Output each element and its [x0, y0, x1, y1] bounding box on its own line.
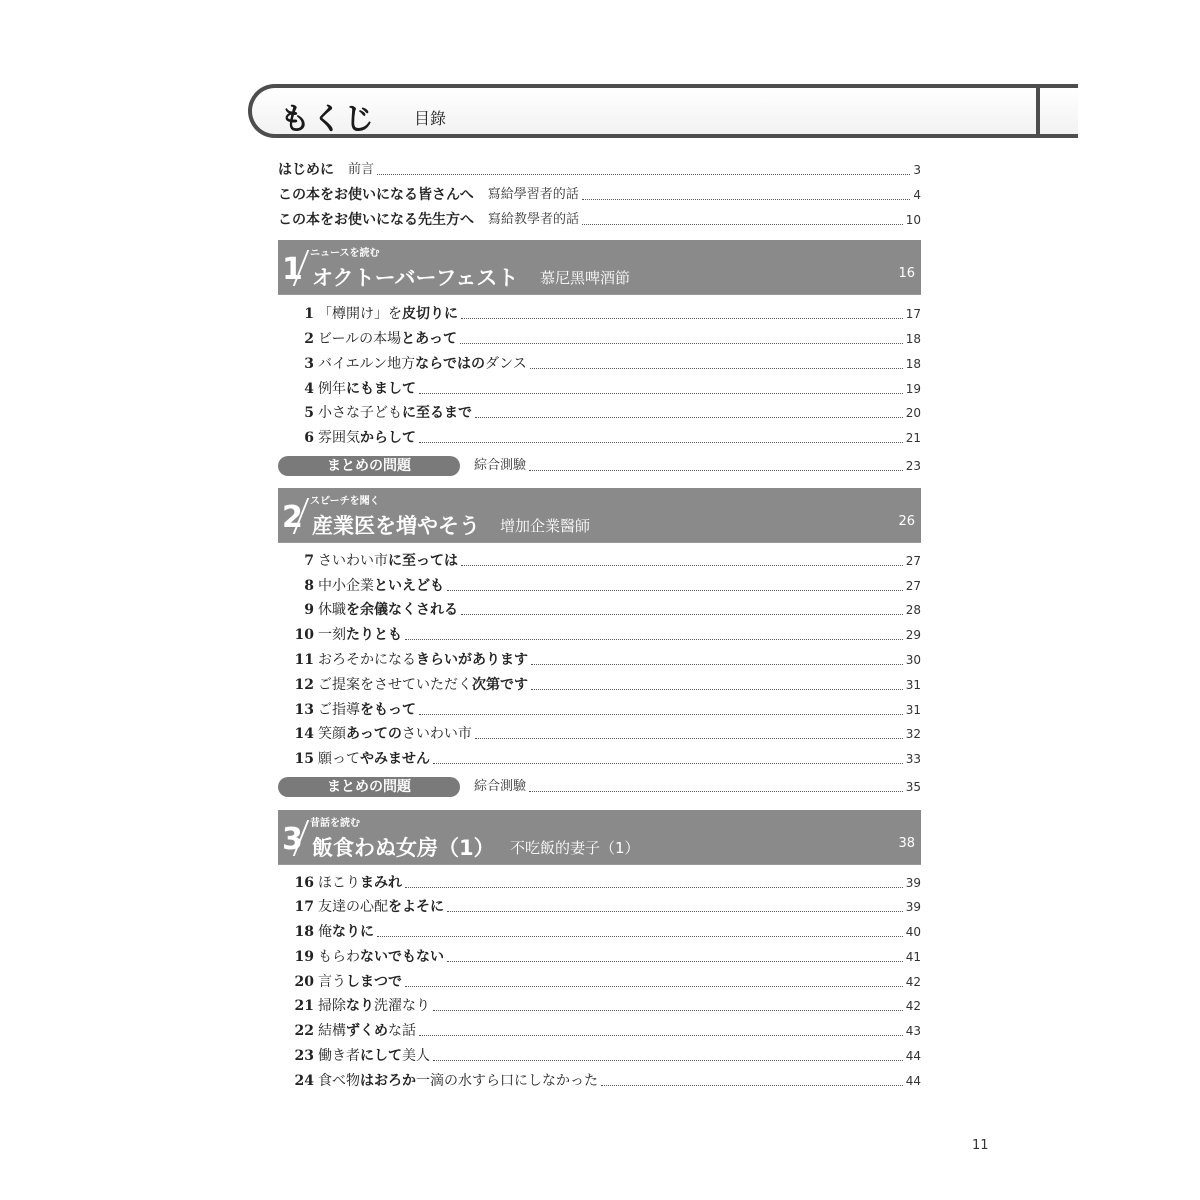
chapter-subtitle: 不吃飯的妻子（1） [510, 839, 640, 857]
summary-translation: 綜合測驗 [474, 458, 527, 473]
leader-dots [461, 564, 903, 566]
lesson-entry[interactable] [290, 700, 921, 720]
lesson-number: 5 [304, 405, 314, 421]
summary-translation: 綜合測驗 [474, 779, 527, 794]
lesson-page: 31 [905, 703, 921, 717]
entry-title: この本をお使いになる皆さんへ [278, 187, 474, 203]
lesson-title: 例年にもまして [318, 381, 416, 397]
lesson-title: ビールの本場とあって [318, 331, 458, 347]
lesson-page: 20 [905, 406, 921, 420]
lesson-title: 俺なりに [318, 924, 374, 940]
leader-dots [447, 589, 903, 591]
toc-title: もくじ [280, 102, 376, 137]
lesson-number: 6 [304, 430, 314, 446]
lesson-page: 32 [905, 727, 921, 741]
lesson-number: 11 [294, 652, 314, 668]
lesson-title: 掃除なり洗濯なり [318, 998, 430, 1014]
page-number: 11 [972, 1138, 989, 1153]
summary-entry[interactable] [474, 777, 921, 797]
chapter-number: 3 [282, 822, 303, 857]
leader-dots [447, 960, 903, 962]
leader-dots [405, 886, 903, 888]
lesson-page: 44 [905, 1049, 921, 1063]
entry-page: 3 [913, 163, 921, 177]
lesson-title: ほこりまみれ [318, 875, 402, 891]
lesson-number: 8 [304, 578, 314, 594]
leader-dots [460, 342, 903, 344]
leader-dots [419, 392, 903, 394]
lesson-number: 2 [304, 331, 314, 347]
lesson-number: 7 [304, 553, 314, 569]
lesson-entry[interactable] [290, 947, 921, 967]
leader-dots [475, 737, 903, 739]
chapter-page: 26 [898, 514, 915, 529]
lesson-number: 9 [304, 602, 314, 618]
leader-dots [377, 935, 903, 937]
entry-translation: 前言 [348, 162, 375, 177]
lesson-entry[interactable] [290, 428, 921, 448]
leader-dots [530, 367, 903, 369]
chapter-tag: ニュースを読む [310, 248, 380, 259]
lesson-page: 42 [905, 999, 921, 1013]
lesson-page: 43 [905, 1024, 921, 1038]
lesson-number: 14 [294, 726, 314, 742]
lesson-title: ご提案をさせていただく次第です [318, 677, 528, 693]
lesson-entry[interactable] [290, 724, 921, 744]
lesson-entry[interactable] [290, 379, 921, 399]
leader-dots [582, 198, 911, 200]
leader-dots [529, 469, 903, 471]
banner-edge [1036, 84, 1040, 138]
lesson-title: 「樽開け」を皮切りに [318, 306, 458, 322]
lesson-page: 18 [905, 357, 921, 371]
leader-dots [433, 1059, 903, 1061]
leader-dots [433, 1009, 903, 1011]
lesson-title: もらわないでもない [318, 949, 444, 965]
entry-translation: 寫給學習者的話 [487, 187, 579, 202]
leader-dots [419, 713, 903, 715]
lesson-title: バイエルン地方ならではのダンス [318, 356, 527, 372]
toc-subtitle: 目錄 [414, 109, 447, 128]
lesson-number: 1 [304, 306, 314, 322]
lesson-title: 結構ずくめな話 [318, 1023, 416, 1039]
lesson-title: 友達の心配をよそに [318, 899, 444, 915]
toc-entry-for-learners[interactable] [278, 185, 921, 205]
lesson-page: 42 [905, 975, 921, 989]
lesson-number: 19 [294, 949, 314, 965]
chapter-3-header[interactable] [278, 810, 921, 864]
lesson-entry[interactable] [290, 922, 921, 942]
lesson-title: 小さな子どもに至るまで [318, 405, 472, 421]
leader-dots [475, 416, 903, 418]
lesson-page: 27 [905, 554, 921, 568]
lesson-number: 22 [294, 1023, 314, 1039]
lesson-entry[interactable] [290, 329, 921, 349]
leader-dots [419, 441, 903, 443]
lesson-title: 食べ物はおろか一滴の水すら口にしなかった [318, 1073, 598, 1089]
lesson-page: 28 [905, 603, 921, 617]
summary-label[interactable]: まとめの問題 [278, 456, 460, 476]
leader-dots [419, 1034, 903, 1036]
lesson-number: 3 [304, 356, 314, 372]
lesson-entry[interactable] [290, 354, 921, 374]
lesson-page: 44 [905, 1074, 921, 1088]
leader-dots [447, 910, 903, 912]
lesson-page: 39 [905, 876, 921, 890]
lesson-title: さいわい市に至っては [318, 553, 458, 569]
lesson-entry[interactable] [290, 873, 921, 893]
lesson-entry[interactable] [290, 551, 921, 571]
lesson-page: 39 [905, 900, 921, 914]
lesson-title: 一刻たりとも [318, 627, 402, 643]
lesson-title: ご指導をもって [318, 702, 416, 718]
chapter-tag: 昔話を読む [310, 818, 360, 829]
leader-dots [405, 638, 903, 640]
chapter-rule [278, 542, 921, 543]
lesson-page: 30 [905, 653, 921, 667]
lesson-entry[interactable] [290, 1046, 921, 1066]
chapter-tag: スピーチを聞く [310, 496, 380, 507]
lesson-title: 中小企業といえども [318, 578, 444, 594]
chapter-1-header[interactable] [278, 240, 921, 294]
lesson-page: 17 [905, 307, 921, 321]
chapter-page: 16 [898, 266, 915, 281]
lesson-entry[interactable] [290, 675, 921, 695]
lesson-number: 17 [294, 899, 314, 915]
lesson-number: 4 [304, 381, 314, 397]
entry-translation: 寫給教學者的話 [488, 212, 580, 227]
chapter-title: 産業医を増やそう [312, 514, 480, 538]
lesson-number: 23 [294, 1048, 314, 1064]
leader-dots [582, 223, 903, 225]
leader-dots [461, 613, 903, 615]
leader-dots [405, 985, 903, 987]
entry-title: この本をお使いになる先生方へ [278, 212, 474, 228]
lesson-page: 21 [905, 431, 921, 445]
leader-dots [531, 688, 903, 690]
lesson-entry[interactable] [290, 650, 921, 670]
lesson-entry[interactable] [290, 1021, 921, 1041]
entry-title: はじめに [278, 162, 334, 178]
lesson-title: 雰囲気からして [318, 430, 416, 446]
lesson-title: 休職を余儀なくされる [318, 602, 458, 618]
toc-header-banner [248, 84, 1078, 138]
lesson-page: 27 [905, 579, 921, 593]
lesson-title: 働き者にして美人 [318, 1048, 430, 1064]
leader-dots [461, 317, 903, 319]
lesson-number: 16 [294, 875, 314, 891]
lesson-entry[interactable] [290, 625, 921, 645]
chapter-title: オクトーバーフェスト [312, 266, 519, 290]
leader-dots [601, 1084, 903, 1086]
chapter-rule [278, 294, 921, 295]
lesson-page: 19 [905, 382, 921, 396]
lesson-entry[interactable] [290, 304, 921, 324]
lesson-number: 21 [294, 998, 314, 1014]
lesson-title: 言うしまつで [318, 974, 402, 990]
lesson-entry[interactable] [290, 897, 921, 917]
lesson-entry[interactable] [290, 1071, 921, 1091]
summary-page: 23 [905, 459, 921, 473]
lesson-page: 41 [905, 950, 921, 964]
lesson-number: 20 [294, 974, 314, 990]
lesson-page: 33 [905, 752, 921, 766]
chapter-number: 2 [282, 500, 303, 535]
lesson-entry[interactable] [290, 403, 921, 423]
lesson-number: 12 [294, 677, 314, 693]
lesson-number: 10 [294, 627, 314, 643]
summary-label[interactable]: まとめの問題 [278, 777, 460, 797]
chapter-subtitle: 慕尼黑啤酒節 [540, 269, 631, 287]
chapter-page: 38 [898, 836, 915, 851]
chapter-subtitle: 增加企業醫師 [500, 517, 591, 535]
lesson-number: 15 [294, 751, 314, 767]
summary-entry[interactable] [474, 456, 921, 476]
lesson-entry[interactable] [290, 972, 921, 992]
toc-entry-for-teachers[interactable] [278, 210, 921, 230]
entry-page: 4 [913, 188, 921, 202]
lesson-page: 40 [905, 925, 921, 939]
lesson-number: 24 [294, 1073, 314, 1089]
lesson-number: 13 [294, 702, 314, 718]
leader-dots [433, 762, 903, 764]
lesson-entry[interactable] [290, 996, 921, 1016]
summary-page: 35 [905, 780, 921, 794]
lesson-title: 笑顔あってのさいわい市 [318, 726, 472, 742]
chapter-number: 1 [282, 252, 303, 287]
lesson-title: 願ってやみません [318, 751, 430, 767]
chapter-2-header[interactable] [278, 488, 921, 542]
toc-entry-foreword[interactable] [278, 160, 921, 180]
chapter-title: 飯食わぬ女房（1） [312, 836, 495, 860]
lesson-page: 31 [905, 678, 921, 692]
leader-dots [531, 663, 903, 665]
lesson-entry[interactable] [290, 576, 921, 596]
lesson-entry[interactable] [290, 600, 921, 620]
lesson-entry[interactable] [290, 749, 921, 769]
lesson-title: おろそかになるきらいがあります [318, 652, 528, 668]
lesson-page: 29 [905, 628, 921, 642]
entry-page: 10 [905, 213, 921, 227]
leader-dots [529, 790, 903, 792]
chapter-rule [278, 864, 921, 865]
lesson-number: 18 [294, 924, 314, 940]
lesson-page: 18 [905, 332, 921, 346]
leader-dots [377, 173, 910, 175]
